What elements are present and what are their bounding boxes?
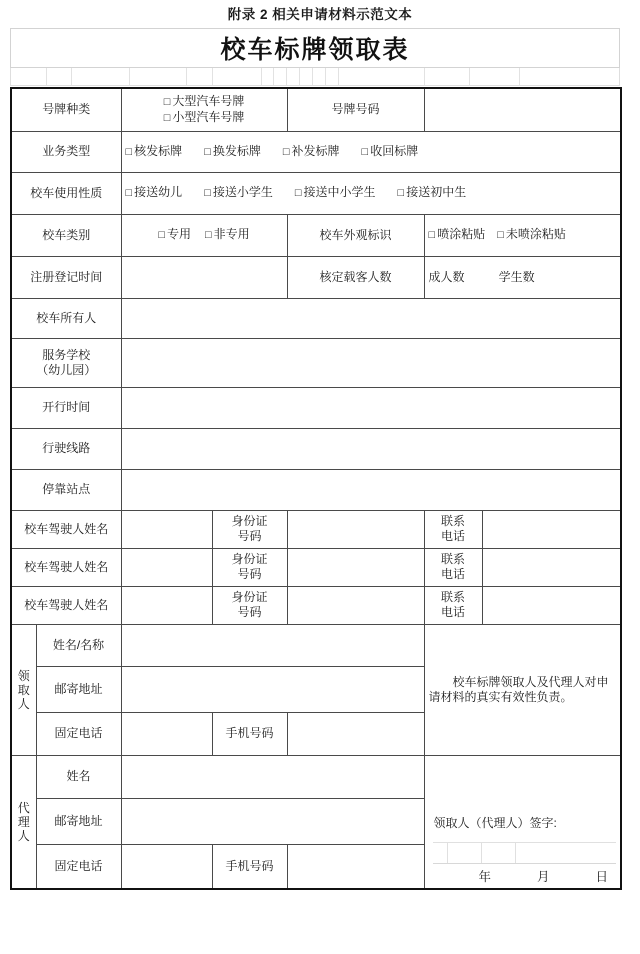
checkbox-icon[interactable]: □ [163, 111, 171, 124]
stops-label: 停靠站点 [11, 469, 121, 510]
row-owner [11, 298, 621, 338]
appearance-label: 校车外观标识 [287, 214, 424, 256]
driver-id-label [212, 586, 287, 624]
plate-number-label: 号牌号码 [287, 88, 424, 131]
business-type-option-0[interactable] [126, 144, 183, 160]
appearance-option-0-label: 喷涂粘贴 [437, 227, 486, 241]
row-service-school [11, 338, 621, 387]
checkbox-icon[interactable]: □ [361, 145, 369, 158]
driver-id-label-line1: 身份证 [231, 590, 268, 604]
vertical-label-char: 领 [17, 668, 30, 683]
vertical-label-char: 取 [17, 682, 30, 697]
usage-option-0-label: 接送幼儿 [134, 185, 183, 199]
row-recipient-name [11, 624, 621, 666]
appearance-option-1[interactable] [497, 227, 566, 243]
driver-phone-label-line2: 电话 [441, 567, 466, 581]
vertical-label-char: 代 [17, 800, 30, 815]
driver-name-label: 校车驾驶人姓名 [11, 586, 121, 624]
usage-label: 校车使用性质 [11, 172, 121, 214]
row-route [11, 428, 621, 469]
business-type-label: 业务类型 [11, 131, 121, 172]
checkbox-icon[interactable]: □ [397, 187, 405, 199]
appearance-option-1-label: 未喷涂粘贴 [505, 227, 566, 241]
agent-mobile-label: 手机号码 [212, 844, 287, 889]
row-agent-name [11, 755, 621, 798]
row-usage [11, 172, 621, 214]
driver-phone-value[interactable] [482, 548, 621, 586]
signature-date-grid [433, 842, 617, 864]
agent-landline-value[interactable] [121, 844, 212, 889]
signature-block[interactable] [424, 755, 621, 889]
agent-name-value[interactable] [121, 755, 424, 798]
usage-option-3[interactable] [398, 185, 467, 201]
agent-address-value[interactable] [121, 798, 424, 844]
notice-text: 校车标牌领取人及代理人对申请材料的真实有效性负责。 [424, 624, 621, 755]
recipient-side-label [11, 624, 36, 755]
driver-phone-label-line1: 联系 [441, 590, 466, 604]
capacity-students-label: 学生数 [498, 269, 535, 284]
driver-id-label-line2: 号码 [237, 529, 262, 543]
agent-address-label: 邮寄地址 [36, 798, 121, 844]
usage-option-2-label: 接送中小学生 [303, 185, 376, 199]
business-type-options[interactable] [121, 131, 621, 172]
checkbox-icon[interactable]: □ [282, 145, 290, 158]
date-day-label: 日 [595, 870, 609, 884]
plate-type-option-0: 大型汽车号牌 [172, 93, 245, 108]
vertical-label-char: 人 [17, 696, 30, 711]
owner-label: 校车所有人 [11, 298, 121, 338]
business-type-option-3[interactable] [362, 144, 419, 160]
register-time-value[interactable] [121, 256, 287, 298]
checkbox-icon[interactable]: □ [428, 229, 436, 241]
appearance-options[interactable] [424, 214, 621, 256]
usage-option-1-label: 接送小学生 [212, 185, 273, 199]
date-year-label: 年 [478, 870, 492, 884]
driver-id-label-line2: 号码 [237, 605, 262, 619]
category-option-1-label: 非专用 [213, 227, 250, 241]
depart-time-label: 开行时间 [11, 387, 121, 428]
school-bus-plate-form-table [10, 87, 622, 890]
capacity-label: 核定载客人数 [287, 256, 424, 298]
table-row [11, 548, 621, 586]
form-title-band [10, 28, 620, 68]
appearance-option-0[interactable] [429, 227, 486, 243]
driver-id-label-line1: 身份证 [231, 514, 268, 528]
business-type-option-3-label: 收回标牌 [370, 143, 419, 158]
capacity-breakdown[interactable] [424, 256, 621, 298]
plate-type-options[interactable] [121, 88, 287, 131]
row-registration [11, 256, 621, 298]
usage-option-1[interactable] [204, 185, 273, 201]
usage-option-3-label: 接送初中生 [406, 185, 467, 199]
plate-type-label: 号牌种类 [11, 88, 121, 131]
driver-phone-label [424, 548, 482, 586]
signature-date-line[interactable] [425, 870, 615, 885]
checkbox-icon[interactable]: □ [294, 187, 302, 199]
category-option-0[interactable] [158, 227, 191, 243]
driver-phone-label-line2: 电话 [441, 529, 466, 543]
driver-name-value[interactable] [121, 548, 212, 586]
checkbox-icon[interactable]: □ [204, 145, 211, 158]
table-row [11, 586, 621, 624]
driver-id-label-line1: 身份证 [231, 552, 268, 566]
agent-landline-label: 固定电话 [36, 844, 121, 889]
driver-phone-value[interactable] [482, 510, 621, 548]
category-option-1[interactable] [205, 227, 250, 243]
business-type-option-0-label: 核发标牌 [134, 143, 183, 158]
stops-value[interactable] [121, 469, 621, 510]
capacity-adults-label: 成人数 [428, 269, 465, 284]
signature-title: 领取人（代理人）签字: [433, 816, 557, 831]
driver-id-label [212, 510, 287, 548]
recipient-name-value[interactable] [121, 624, 424, 666]
usage-option-0[interactable] [126, 185, 183, 201]
service-school-label-line1: 服务学校 [42, 347, 91, 362]
grid-guide-strip [10, 68, 620, 86]
recipient-side-label-c0 [16, 669, 32, 711]
service-school-label [11, 338, 121, 387]
business-type-option-1-label: 换发标牌 [212, 143, 261, 158]
checkbox-icon[interactable]: □ [163, 95, 171, 108]
recipient-name-label: 姓名/名称 [36, 624, 121, 666]
depart-time-value[interactable] [121, 387, 621, 428]
route-value[interactable] [121, 428, 621, 469]
row-plate-type [11, 88, 621, 131]
row-business-type [11, 131, 621, 172]
driver-phone-label [424, 510, 482, 548]
driver-phone-label [424, 586, 482, 624]
recipient-landline-label: 固定电话 [36, 712, 121, 755]
checkbox-icon[interactable]: □ [204, 187, 211, 199]
document-caption: 附录 2 相关申请材料示范文本 [227, 7, 413, 22]
register-time-label: 注册登记时间 [11, 256, 121, 298]
business-type-option-1[interactable] [204, 144, 261, 160]
usage-options[interactable] [121, 172, 621, 214]
checkbox-icon[interactable]: □ [205, 229, 212, 241]
driver-phone-value[interactable] [482, 586, 621, 624]
driver-phone-label-line1: 联系 [441, 514, 466, 528]
plate-type-option-1: 小型汽车号牌 [172, 109, 245, 124]
agent-name-label: 姓名 [36, 755, 121, 798]
service-school-label-line2: （幼儿园） [36, 362, 97, 377]
category-option-0-label: 专用 [167, 227, 192, 241]
driver-phone-label-line1: 联系 [441, 552, 466, 566]
driver-name-label: 校车驾驶人姓名 [11, 510, 121, 548]
business-type-option-2-label: 补发标牌 [291, 143, 340, 158]
driver-name-value[interactable] [121, 586, 212, 624]
date-month-label: 月 [537, 870, 550, 884]
form-title: 校车标牌领取表 [220, 35, 410, 64]
route-label: 行驶线路 [11, 428, 121, 469]
agent-side-label-c0 [16, 801, 32, 843]
driver-id-label-line2: 号码 [237, 567, 262, 581]
recipient-address-label: 邮寄地址 [36, 666, 121, 712]
driver-id-label [212, 548, 287, 586]
checkbox-icon[interactable]: □ [158, 229, 165, 241]
table-row [11, 510, 621, 548]
checkbox-icon[interactable]: □ [125, 145, 133, 158]
vertical-label-char: 理 [17, 814, 30, 829]
driver-id-value[interactable] [287, 586, 424, 624]
vertical-label-char: 人 [17, 828, 30, 843]
agent-mobile-value[interactable] [287, 844, 424, 889]
recipient-landline-value[interactable] [121, 712, 212, 755]
row-stops [11, 469, 621, 510]
driver-name-value[interactable] [121, 510, 212, 548]
agent-side-label [11, 755, 36, 889]
service-school-value[interactable] [121, 338, 621, 387]
driver-name-label: 校车驾驶人姓名 [11, 548, 121, 586]
driver-phone-label-line2: 电话 [441, 605, 466, 619]
recipient-address-value[interactable] [121, 666, 424, 712]
category-options[interactable] [121, 214, 287, 256]
driver-id-value[interactable] [287, 510, 424, 548]
recipient-mobile-label: 手机号码 [212, 712, 287, 755]
owner-value[interactable] [121, 298, 621, 338]
category-label: 校车类别 [11, 214, 121, 256]
driver-id-value[interactable] [287, 548, 424, 586]
row-depart-time [11, 387, 621, 428]
checkbox-icon[interactable]: □ [125, 187, 133, 199]
business-type-option-2[interactable] [283, 144, 340, 160]
row-category [11, 214, 621, 256]
usage-option-2[interactable] [295, 185, 376, 201]
checkbox-icon[interactable]: □ [497, 229, 504, 241]
plate-number-value[interactable] [424, 88, 621, 131]
recipient-mobile-value[interactable] [287, 712, 424, 755]
